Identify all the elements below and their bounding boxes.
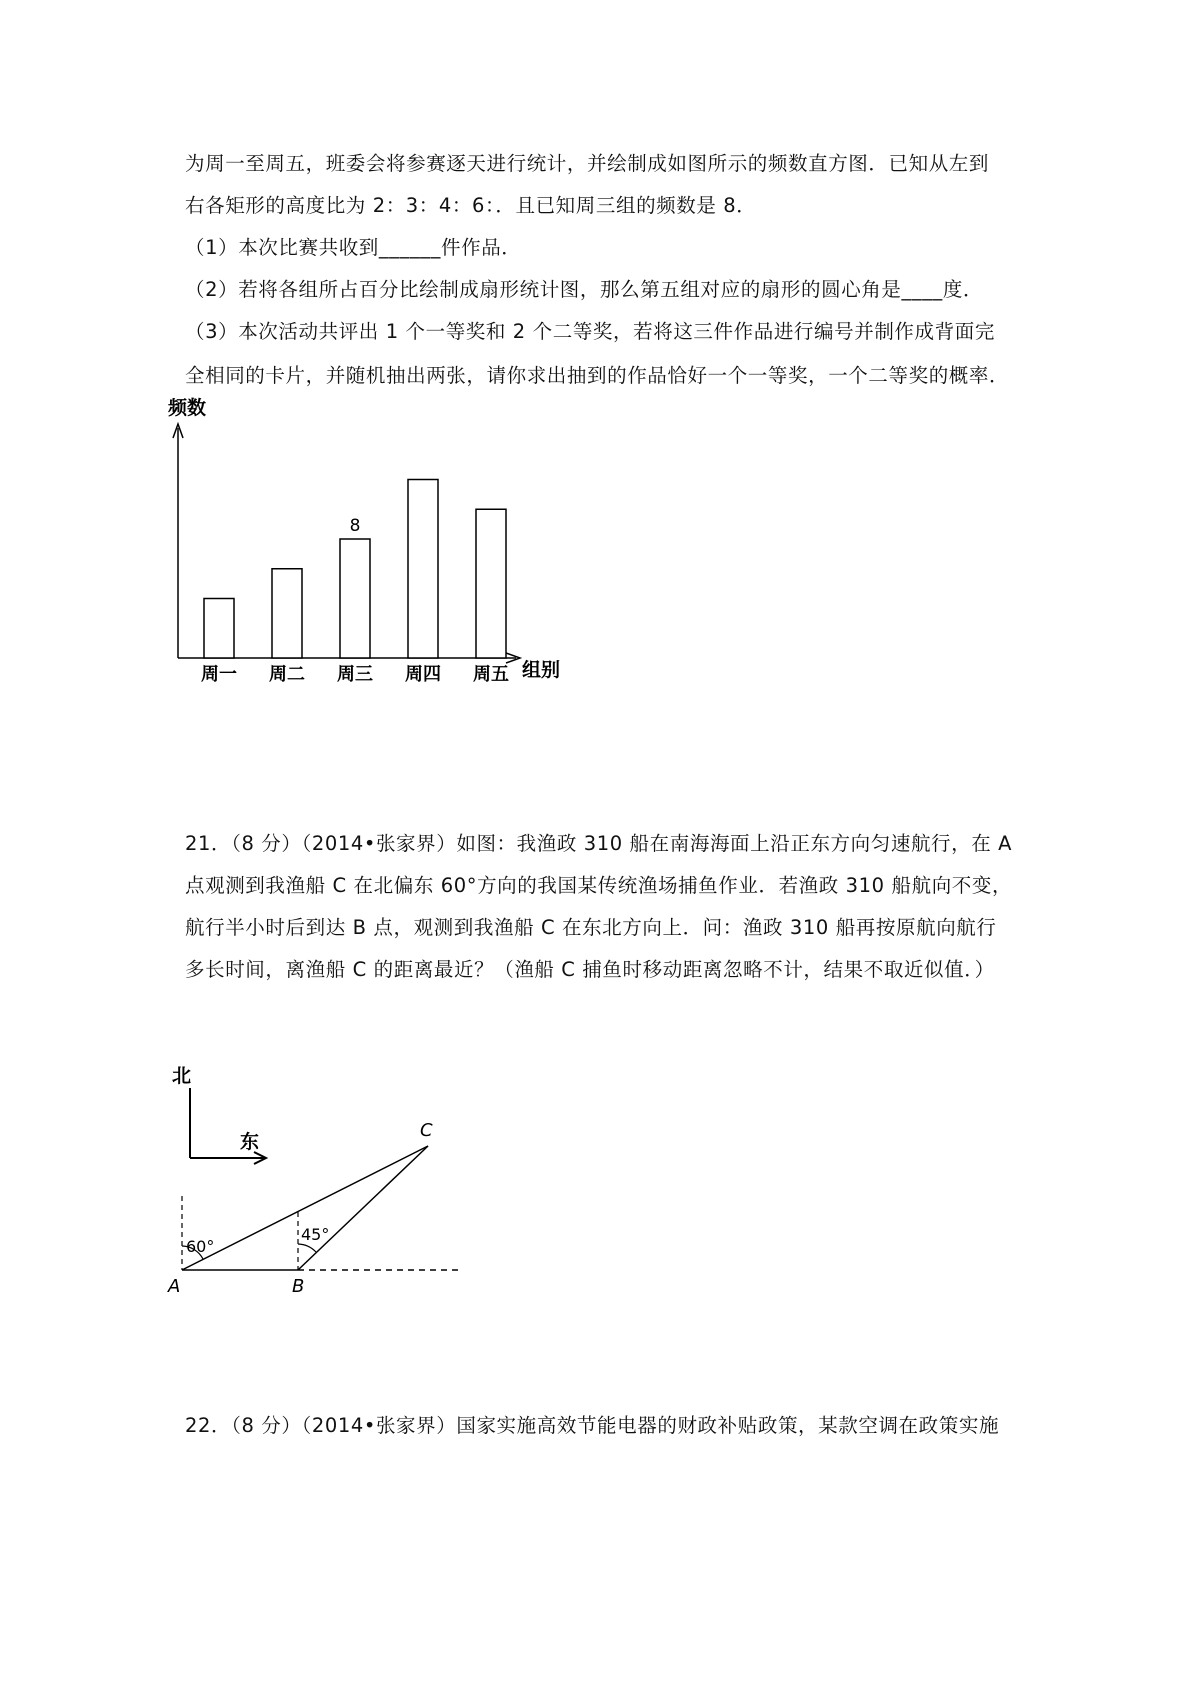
bar-1 — [204, 599, 234, 659]
point-a-label: A — [168, 1276, 181, 1297]
q20-subquestion-2: （2）若将各组所占百分比绘制成扇形统计图，那么第五组对应的扇形的圆心角是____度． — [185, 278, 984, 301]
point-c-label: C — [420, 1120, 433, 1141]
q21-line-3: 航行半小时后到达 B 点，观测到我渔船 C 在东北方向上．问：渔政 310 船再按原航向航行 — [185, 916, 997, 939]
q21-line-2: 点观测到我渔船 C 在北偏东 60°方向的我国某传统渔场捕鱼作业．若渔政 310 船航向不变， — [185, 874, 1013, 897]
bar-5 — [476, 509, 506, 658]
category-label-1: 周一 — [201, 664, 237, 685]
east-label: 东 — [240, 1131, 260, 1153]
y-axis-label: 频数 — [168, 397, 207, 419]
q21-line-4: 多长时间，离渔船 C 的距离最近？（渔船 C 捕鱼时移动距离忽略不计，结果不取近似值．） — [185, 958, 995, 981]
point-b-label: B — [292, 1276, 305, 1297]
category-label-3: 周三 — [337, 664, 373, 685]
north-label: 北 — [172, 1065, 192, 1087]
q20-subquestion-1: （1）本次比赛共收到______件作品． — [185, 236, 522, 259]
q20-line-1: 为周一至周五，班委会将参赛逐天进行统计，并绘制成如图所示的频数直方图．已知从左到 — [185, 152, 990, 175]
q20-subquestion-3-line-1: （3）本次活动共评出 1 个一等奖和 2 个二等奖，若将这三件作品进行编号并制作成背面完 — [185, 320, 995, 343]
frequency-histogram — [168, 397, 598, 700]
q22-line-1: 22．（8 分）（2014•张家界）国家实施高效节能电器的财政补贴政策，某款空调在政策实施 — [185, 1414, 1000, 1437]
q21-line-1: 21．（8 分）（2014•张家界）如图：我渔政 310 船在南海海面上沿正东方向匀速航行，在 A — [185, 832, 1013, 855]
navigation-diagram — [168, 1065, 508, 1300]
q20-subquestion-3-line-2: 全相同的卡片，并随机抽出两张，请你求出抽到的作品恰好一个一等奖，一个二等奖的概率． — [185, 364, 1010, 387]
angle-arc-b — [298, 1244, 316, 1252]
segment-ac — [182, 1146, 428, 1270]
category-label-2: 周二 — [269, 664, 305, 685]
q20-line-2: 右各矩形的高度比为 2：3：4：6：．且已知周三组的频数是 8． — [185, 194, 757, 217]
angle-a-label: 60° — [186, 1237, 215, 1256]
bar-2 — [272, 569, 302, 658]
category-label-4: 周四 — [405, 664, 441, 685]
angle-b-label: 45° — [301, 1225, 330, 1244]
bar-4 — [408, 480, 438, 659]
bar-value-label: 8 — [349, 516, 361, 536]
histogram-bars — [201, 480, 509, 686]
bar-3 — [340, 539, 370, 658]
segment-bc — [298, 1146, 428, 1270]
category-label-5: 周五 — [473, 664, 509, 685]
x-axis-label: 组别 — [522, 659, 561, 681]
